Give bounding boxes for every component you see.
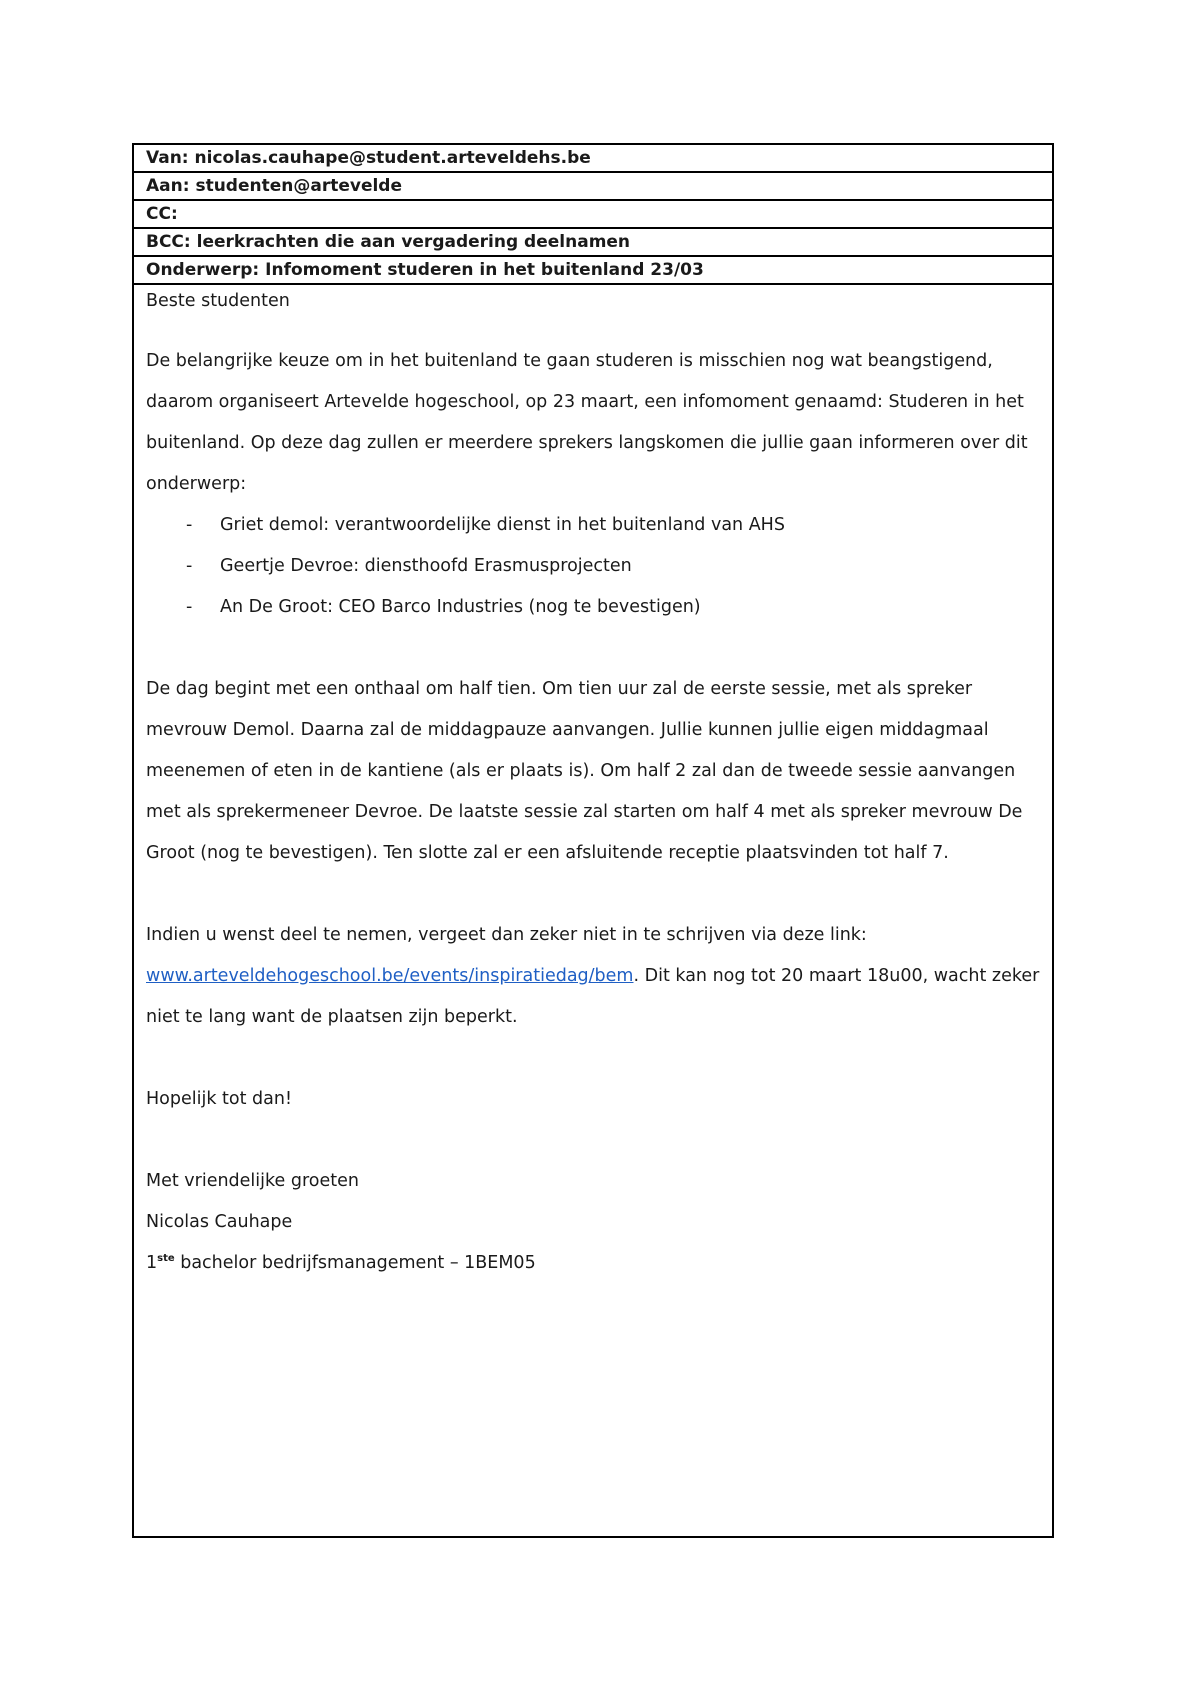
cc-row: CC: (134, 201, 1052, 229)
from-row: Van: nicolas.cauhape@student.arteveldehs.be (134, 145, 1052, 173)
speaker-text: Geertje Devroe: diensthoofd Erasmusprojecten (220, 556, 632, 576)
list-item (146, 505, 1040, 546)
program-paragraph: De dag begint met een onthaal om half tien. Om tien uur zal de eerste sessie, met als spreker mevrouw Demol. Daarna zal de middagpauze aanvangen. Jullie kunnen jullie eigen middagmaal meenemen of eten in de kantiene (als er plaats is). Om half 2 zal dan de tweede sessie aanvangen met als sprekermeneer Devroe. De laatste sessie zal starten om half 4 met als spreker mevrouw De Groot (nog te bevestigen). Ten slotte zal er een afsluitende receptie plaatsvinden tot half 7. (146, 679, 1023, 863)
sender-name: Nicolas Cauhape (146, 1212, 293, 1232)
spacer (146, 874, 1040, 915)
bullet-dash: - (186, 515, 193, 535)
bullet-dash: - (186, 556, 193, 576)
speaker-list (146, 505, 1040, 628)
bcc-row: BCC: leerkrachten die aan vergadering deelnamen (134, 229, 1052, 257)
greeting-line: Met vriendelijke groeten (146, 1171, 359, 1191)
spacer (146, 1038, 1040, 1079)
email-body (134, 285, 1052, 1536)
email-table (132, 143, 1054, 1538)
list-item (146, 546, 1040, 587)
speaker-text: Griet demol: verantwoordelijke dienst in het buitenland van AHS (220, 515, 785, 535)
program-rest: bachelor bedrijfsmanagement – 1BEM05 (174, 1253, 536, 1273)
closing-line: Hopelijk tot dan! (146, 1089, 292, 1109)
registration-paragraph (146, 915, 1040, 1038)
salutation: Beste studenten (146, 291, 290, 311)
sender-program (146, 1243, 1040, 1284)
program-number: 1 (146, 1253, 158, 1273)
spacer (146, 1120, 1040, 1161)
speaker-text: An De Groot: CEO Barco Industries (nog te bevestigen) (220, 597, 701, 617)
subject-row: Onderwerp: Infomoment studeren in het buitenland 23/03 (134, 257, 1052, 285)
to-row: Aan: studenten@artevelde (134, 173, 1052, 201)
list-item (146, 587, 1040, 628)
intro-paragraph: De belangrijke keuze om in het buitenland te gaan studeren is misschien nog wat beangstigend, daarom organiseert Artevelde hogeschool, op 23 maart, een infomoment genaamd: Studeren in het buitenland. Op deze dag zullen er meerdere sprekers langskomen die jullie gaan informeren over dit onderwerp: (146, 351, 1028, 494)
spacer (146, 628, 1040, 669)
registration-link[interactable]: www.arteveldehogeschool.be/events/inspiratiedag/bem (146, 966, 634, 986)
bullet-dash: - (186, 597, 193, 617)
registration-suffix: . Dit kan nog tot 20 maart 18u00, wacht zeker niet te lang want de plaatsen zijn beperkt. (146, 966, 1040, 1027)
program-ordinal: ste (157, 1253, 175, 1264)
registration-prefix: Indien u wenst deel te nemen, vergeet dan zeker niet in te schrijven via deze link: (146, 925, 867, 945)
